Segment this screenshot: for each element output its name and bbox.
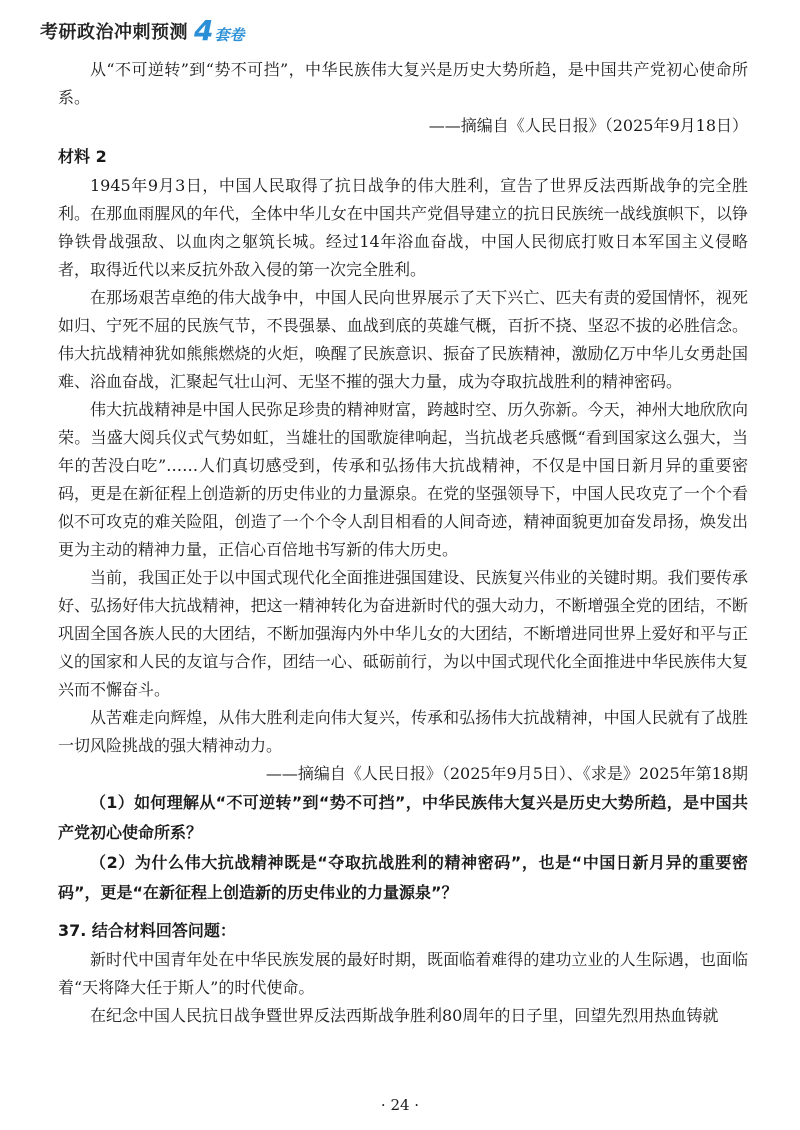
intro-paragraph: 从“不可逆转”到“势不可挡”，中华民族伟大复兴是历史大势所趋，是中国共产党初心使命所系。 — [58, 60, 748, 107]
question-37-paragraph-1: 新时代中国青年处在中华民族发展的最好时期，既面临着难得的建功立业的人生际遇，也面临着“天将降大任于斯人”的时代使命。 — [58, 950, 748, 997]
material2-paragraph-4: 当前，我国正处于以中国式现代化全面推进强国建设、民族复兴伟业的关键时期。我们要传承好、弘扬好伟大抗战精神，把这一精神转化为奋进新时代的强大动力，不断增强全党的团结，不断巩固全国各族人民的大团结，不断加强海内外中华儿女的大团结，不断增进同世界上爱好和平与正义的国家和人民的友谊与合作，团结一心、砥砺前行，为以中国式现代化全面推进中华民族伟大复兴而不懈奋斗。 — [58, 568, 748, 699]
material2-paragraph-3: 伟大抗战精神是中国人民弥足珍贵的精神财富，跨越时空、历久弥新。今天，神州大地欣欣向荣。当盛大阅兵仪式气势如虹，当雄壮的国歌旋律响起，当抗战老兵感慨“看到国家这么强大，当年的苦没白吃”……人们真切感受到，传承和弘扬伟大抗战精神，不仅是中国日新月异的重要密码，更是在新征程上创造新的历史伟业的力量源泉。在党的坚强领导下，中国人民攻克了一个个看似不可攻克的难关险阻，创造了一个个令人刮目相看的人间奇迹，精神面貌更加奋发昂扬，焕发出更为主动的精神力量，正信心百倍地书写新的伟大历史。 — [58, 400, 748, 559]
material2-paragraph-1: 1945年9月3日，中国人民取得了抗日战争的伟大胜利，宣告了世界反法西斯战争的完全胜利。在那血雨腥风的年代，全体中华儿女在中国共产党倡导建立的抗日民族统一战线旗帜下，以铮铮铁骨战强敌、以血肉之躯筑长城。经过14年浴血奋战，中国人民彻底打败日本军国主义侵略者，取得近代以来反抗外敌入侵的第一次完全胜利。 — [58, 176, 748, 279]
question-1: （1）如何理解从“不可逆转”到“势不可挡”，中华民族伟大复兴是历史大势所趋，是中国共产党初心使命所系？ — [58, 793, 748, 842]
question-37-heading: 37. 结合材料回答问题： — [58, 921, 236, 940]
header-title: 考研政治冲刺预测 — [40, 22, 188, 43]
page-content — [58, 56, 748, 1030]
header-badge — [194, 14, 245, 47]
page-number: · 24 · — [380, 1096, 420, 1114]
question-2: （2）为什么伟大抗战精神既是“夺取抗战胜利的精神密码”，也是“中国日新月异的重要密码”，更是“在新征程上创造新的历史伟业的力量源泉”？ — [58, 853, 748, 902]
material2-paragraph-5: 从苦难走向辉煌，从伟大胜利走向伟大复兴，传承和弘扬伟大抗战精神，中国人民就有了战胜一切风险挑战的强大精神动力。 — [58, 708, 748, 755]
question-37-paragraph-2: 在纪念中国人民抗日战争暨世界反法西斯战争胜利80周年的日子里，回望先烈用热血铸就 — [90, 1006, 719, 1025]
material2-source: ——摘编自《人民日报》（2025年9月5日）、《求是》2025年第18期 — [265, 764, 748, 783]
material2-paragraph-2: 在那场艰苦卓绝的伟大战争中，中国人民向世界展示了天下兴亡、匹夫有责的爱国情怀，视死如归、宁死不屈的民族气节，不畏强暴、血战到底的英雄气概，百折不挠、坚忍不拔的必胜信念。伟大抗战精神犹如熊熊燃烧的火炬，唤醒了民族意识、振奋了民族精神，激励亿万中华儿女勇赴国难、浴血奋战，汇聚起气壮山河、无坚不摧的强大力量，成为夺取抗战胜利的精神密码。 — [58, 288, 748, 391]
badge-number: 4 — [194, 14, 214, 47]
page-header — [40, 14, 245, 48]
material2-heading: 材料 2 — [58, 147, 107, 166]
badge-text: 套卷 — [214, 26, 245, 44]
intro-source: ——摘编自《人民日报》（2025年9月18日） — [428, 116, 748, 135]
